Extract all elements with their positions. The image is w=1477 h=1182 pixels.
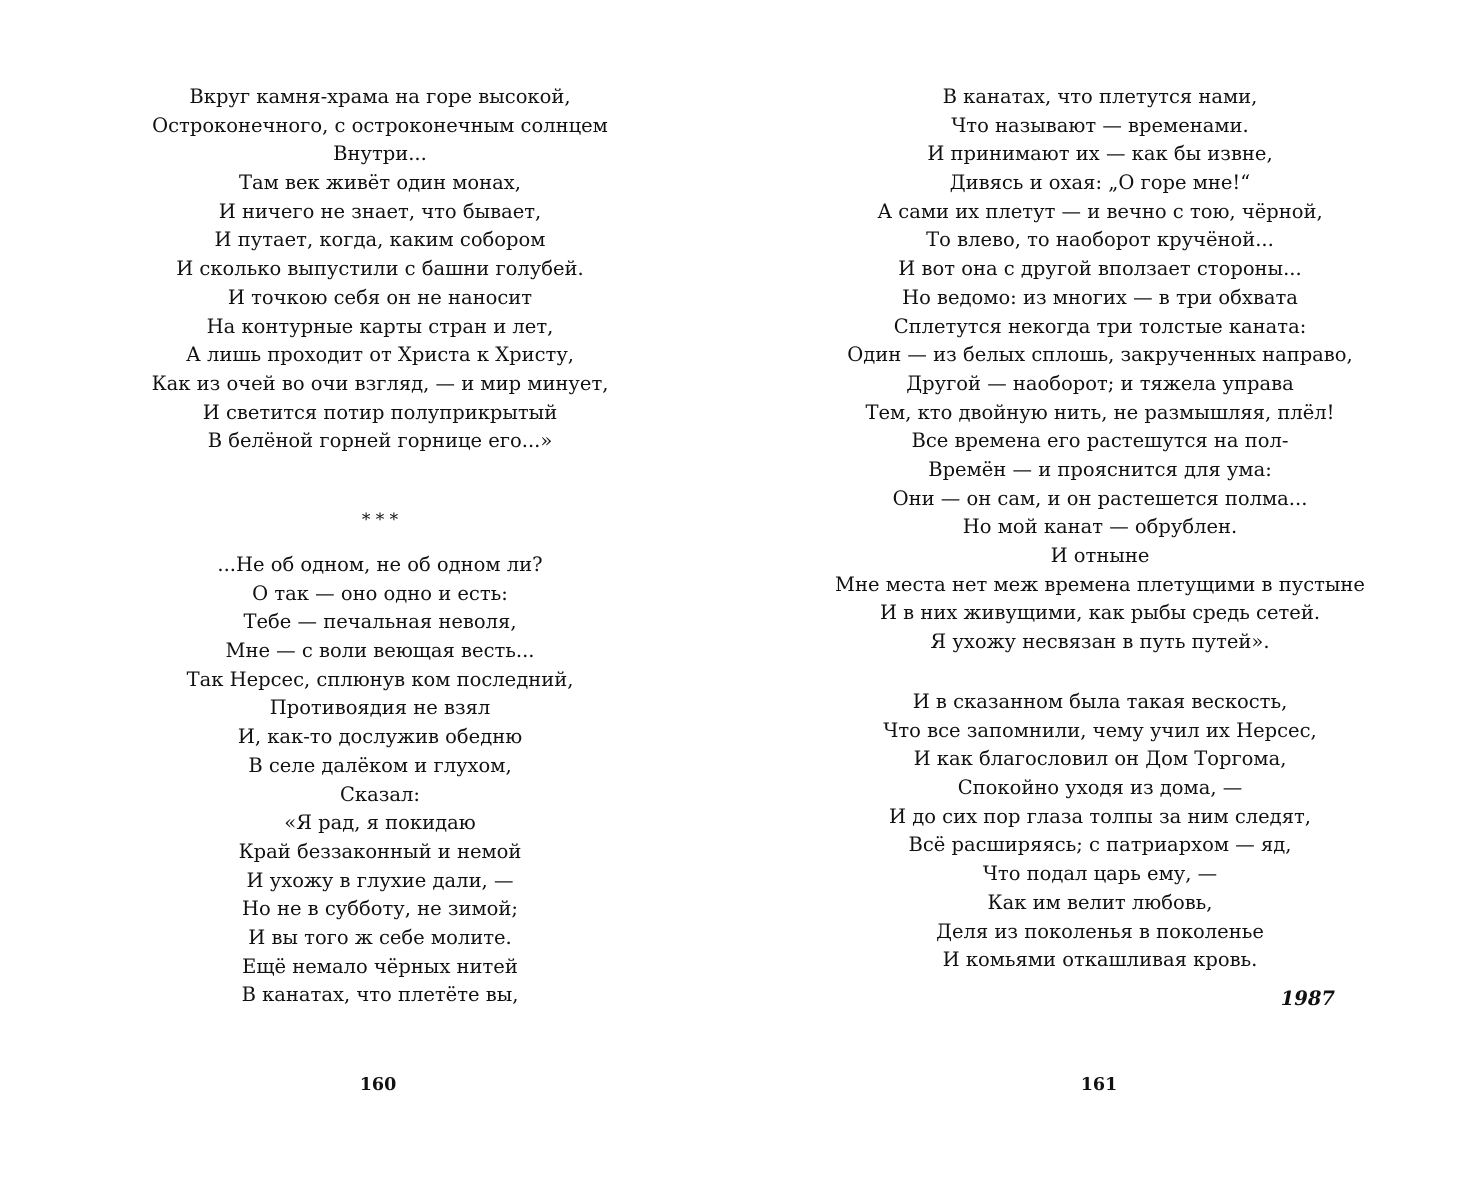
poem-line: И путает, когда, каким собором [214, 228, 546, 252]
poem-line: Дивясь и охая: „О горе мне!“ [949, 171, 1251, 195]
poem-line: Всё расширяясь; с патриархом — яд, [908, 833, 1292, 857]
poem-line: ...Не об одном, не об одном ли? [217, 553, 543, 576]
poem-line: Но мой канат — обрублен. [962, 515, 1238, 539]
poem-line: И как благословил он Дом Торгома, [913, 747, 1287, 771]
poem-line: Внутри... [333, 142, 427, 166]
poem-line: И вы того ж себе молите. [248, 925, 512, 949]
poem-line: Ещё немало чёрных нитей [242, 954, 518, 978]
poem-line: На контурные карты стран и лет, [206, 314, 554, 338]
poem-line: Что все запомнили, чему учил их Нерсес, [883, 718, 1317, 742]
poem-line: Один — из белых сплошь, закрученных направо, [847, 343, 1353, 367]
poem-line: И до сих пор глаза толпы за ним следят, [889, 804, 1311, 828]
section-separator: * * * [361, 510, 399, 530]
poem-line: В селе далёком и глухом, [248, 753, 512, 777]
poem-line: В канатах, что плетутся нами, [942, 85, 1258, 108]
poem-line: Я ухожу несвязан в путь путей». [930, 630, 1270, 654]
poem-line: Сказал: [340, 782, 420, 806]
poem-line: Они — он сам, и он растешется полма... [892, 486, 1308, 510]
poem-line: В белёной горней горнице его...» [207, 429, 553, 453]
poem-line: Вкруг камня-храма на горе высокой, [189, 85, 571, 108]
poem-line: И в них живущими, как рыбы средь сетей. [879, 601, 1321, 625]
poem-line: Там век живёт один монах, [238, 171, 521, 195]
poem-line: Времён — и прояснится для ума: [928, 457, 1272, 481]
right-page [760, 0, 1477, 1182]
poem-line: Как им велит любовь, [987, 890, 1213, 914]
poem-line: И, как-то дослужив обедню [237, 725, 523, 749]
poem-line: Что подал царь ему, — [982, 862, 1218, 886]
poem-line: То влево, то наоборот кручёной... [926, 228, 1274, 252]
poem-line: Деля из поколенья в поколенье [936, 919, 1264, 943]
poem-stanza-right-2 [760, 688, 1440, 975]
poem-line: «Я рад, я покидаю [284, 811, 476, 835]
poem-line: Так Нерсес, сплюнув ком последний, [186, 667, 574, 691]
poem-stanza-left-2 [0, 551, 760, 1010]
poem-line: И точкою себя он не наносит [227, 285, 533, 309]
poem-line: И в сказанном была такая вескость, [912, 690, 1288, 713]
poem-line: Но не в субботу, не зимой; [242, 897, 518, 921]
page-number-right: 161 [1080, 1075, 1118, 1095]
poem-line: А лишь проходит от Христа к Христу, [186, 343, 574, 367]
poem-line: Тем, кто двойную нить, не размышляя, плёл! [865, 400, 1335, 424]
poem-line: Край беззаконный и немой [238, 839, 522, 863]
poem-line: Тебе — печальная неволя, [243, 610, 517, 634]
poem-line: Другой — наоборот; и тяжела управа [906, 371, 1294, 395]
poem-date: 1987 [1280, 987, 1335, 1010]
poem-line: И принимают их — как бы извне, [927, 142, 1273, 166]
poem-line: И ничего не знает, что бывает, [218, 199, 542, 223]
poem-stanza-left-1 [0, 83, 760, 456]
poem-line: В канатах, что плетёте вы, [241, 983, 519, 1007]
poem-line: Остроконечного, с остроконечным солнцем [152, 113, 608, 137]
poem-line: Противоядия не взял [269, 696, 491, 720]
poem-line: Мне — с воли веющая весть... [225, 639, 535, 663]
poem-line: И светится потир полуприкрытый [202, 400, 558, 424]
page-number-left: 160 [359, 1075, 397, 1095]
poem-line: Спокойно уходя из дома, — [957, 776, 1243, 800]
poem-line: Мне места нет меж времена плетущими в пустыне [835, 572, 1365, 596]
poem-line: Как из очей во очи взгляд, — и мир минует, [151, 371, 609, 395]
poem-line: А сами их плетут — и вечно с тою, чёрной, [877, 199, 1323, 223]
poem-stanza-right-1 [760, 83, 1440, 657]
poem-line: Все времена его растешутся на пол- [911, 429, 1289, 453]
poem-line: И отныне [1050, 544, 1150, 567]
poem-line: И вот она с другой вползает стороны... [898, 257, 1302, 281]
poem-line: Но ведомо: из многих — в три обхвата [902, 285, 1298, 309]
poem-line: И комьями откашливая кровь. [942, 948, 1258, 972]
poem-line: Что называют — временами. [951, 113, 1249, 137]
poem-line: И ухожу в глухие дали, — [246, 868, 514, 892]
poem-line: О так — оно одно и есть: [252, 581, 508, 605]
poem-line: И сколько выпустили с башни голубей. [176, 257, 584, 281]
poem-line: Сплетутся некогда три толстые каната: [893, 314, 1307, 338]
